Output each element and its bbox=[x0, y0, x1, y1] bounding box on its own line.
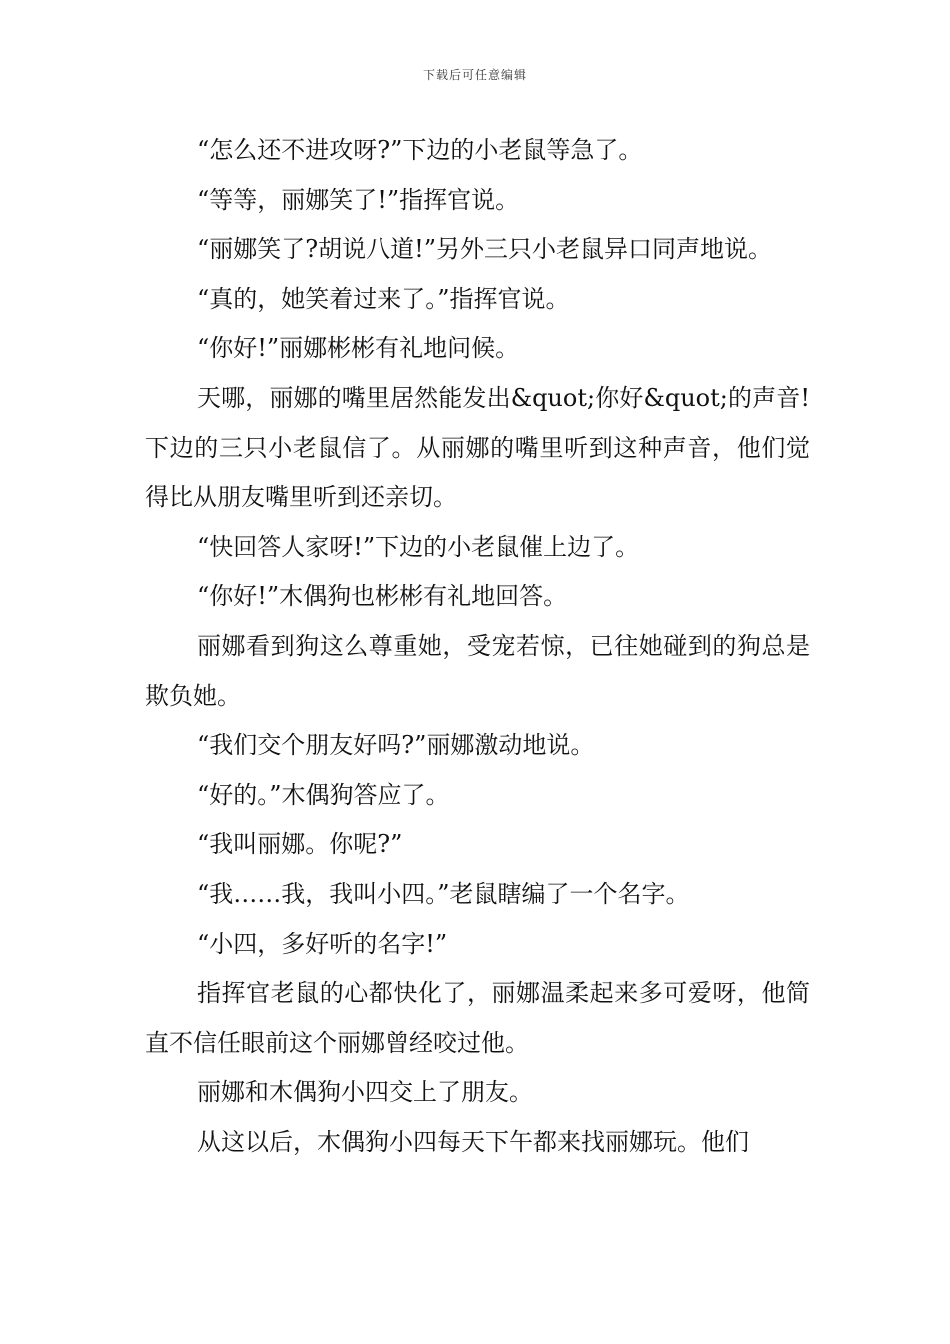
page-header: 下载后可任意编辑 bbox=[422, 68, 527, 82]
paragraph: “我……我，我叫小四。”老鼠瞎编了一个名字。 bbox=[197, 879, 690, 908]
paragraph: “丽娜笑了?胡说八道!”另外三只小老鼠异口同声地说。 bbox=[197, 235, 773, 264]
paragraph: 指挥官老鼠的心都快化了，丽娜温柔起来多可爱呀，他简直不信任眼前这个丽娜曾经咬过他。 bbox=[145, 979, 810, 1057]
paragraph: “快回答人家呀!”下边的小老鼠催上边了。 bbox=[197, 532, 640, 561]
paragraph: “真的，她笑着过来了。”指挥官说。 bbox=[197, 284, 570, 313]
paragraph: “怎么还不进攻呀?”下边的小老鼠等急了。 bbox=[197, 136, 643, 164]
paragraph: 丽娜和木偶狗小四交上了朋友。 bbox=[197, 1078, 533, 1107]
paragraph: 从这以后，木偶狗小四每天下午都来找丽娜玩。他们 bbox=[197, 1127, 749, 1156]
paragraph: “你好!”木偶狗也彬彬有礼地回答。 bbox=[197, 582, 568, 611]
paragraph: “小四，多好听的名字!” bbox=[197, 929, 448, 958]
paragraph: “等等，丽娜笑了!”指挥官说。 bbox=[197, 185, 520, 214]
paragraph: “好的。”木偶狗答应了。 bbox=[197, 780, 450, 809]
paragraph: “我们交个朋友好吗?”丽娜激动地说。 bbox=[197, 731, 595, 760]
document-body bbox=[145, 126, 810, 1167]
paragraph: 丽娜看到狗这么尊重她，受宠若惊，已往她碰到的狗总是欺负她。 bbox=[145, 631, 810, 710]
paragraph: 天哪，丽娜的嘴里居然能发出&quot;你好&quot;的声音!下边的三只小老鼠信了。从丽娜的嘴里听到这种声音，他们觉得比从朋友嘴里听到还亲切。 bbox=[145, 383, 810, 512]
paragraph: “我叫丽娜。你呢?” bbox=[197, 830, 403, 859]
paragraph: “你好!”丽娜彬彬有礼地问候。 bbox=[197, 334, 520, 363]
